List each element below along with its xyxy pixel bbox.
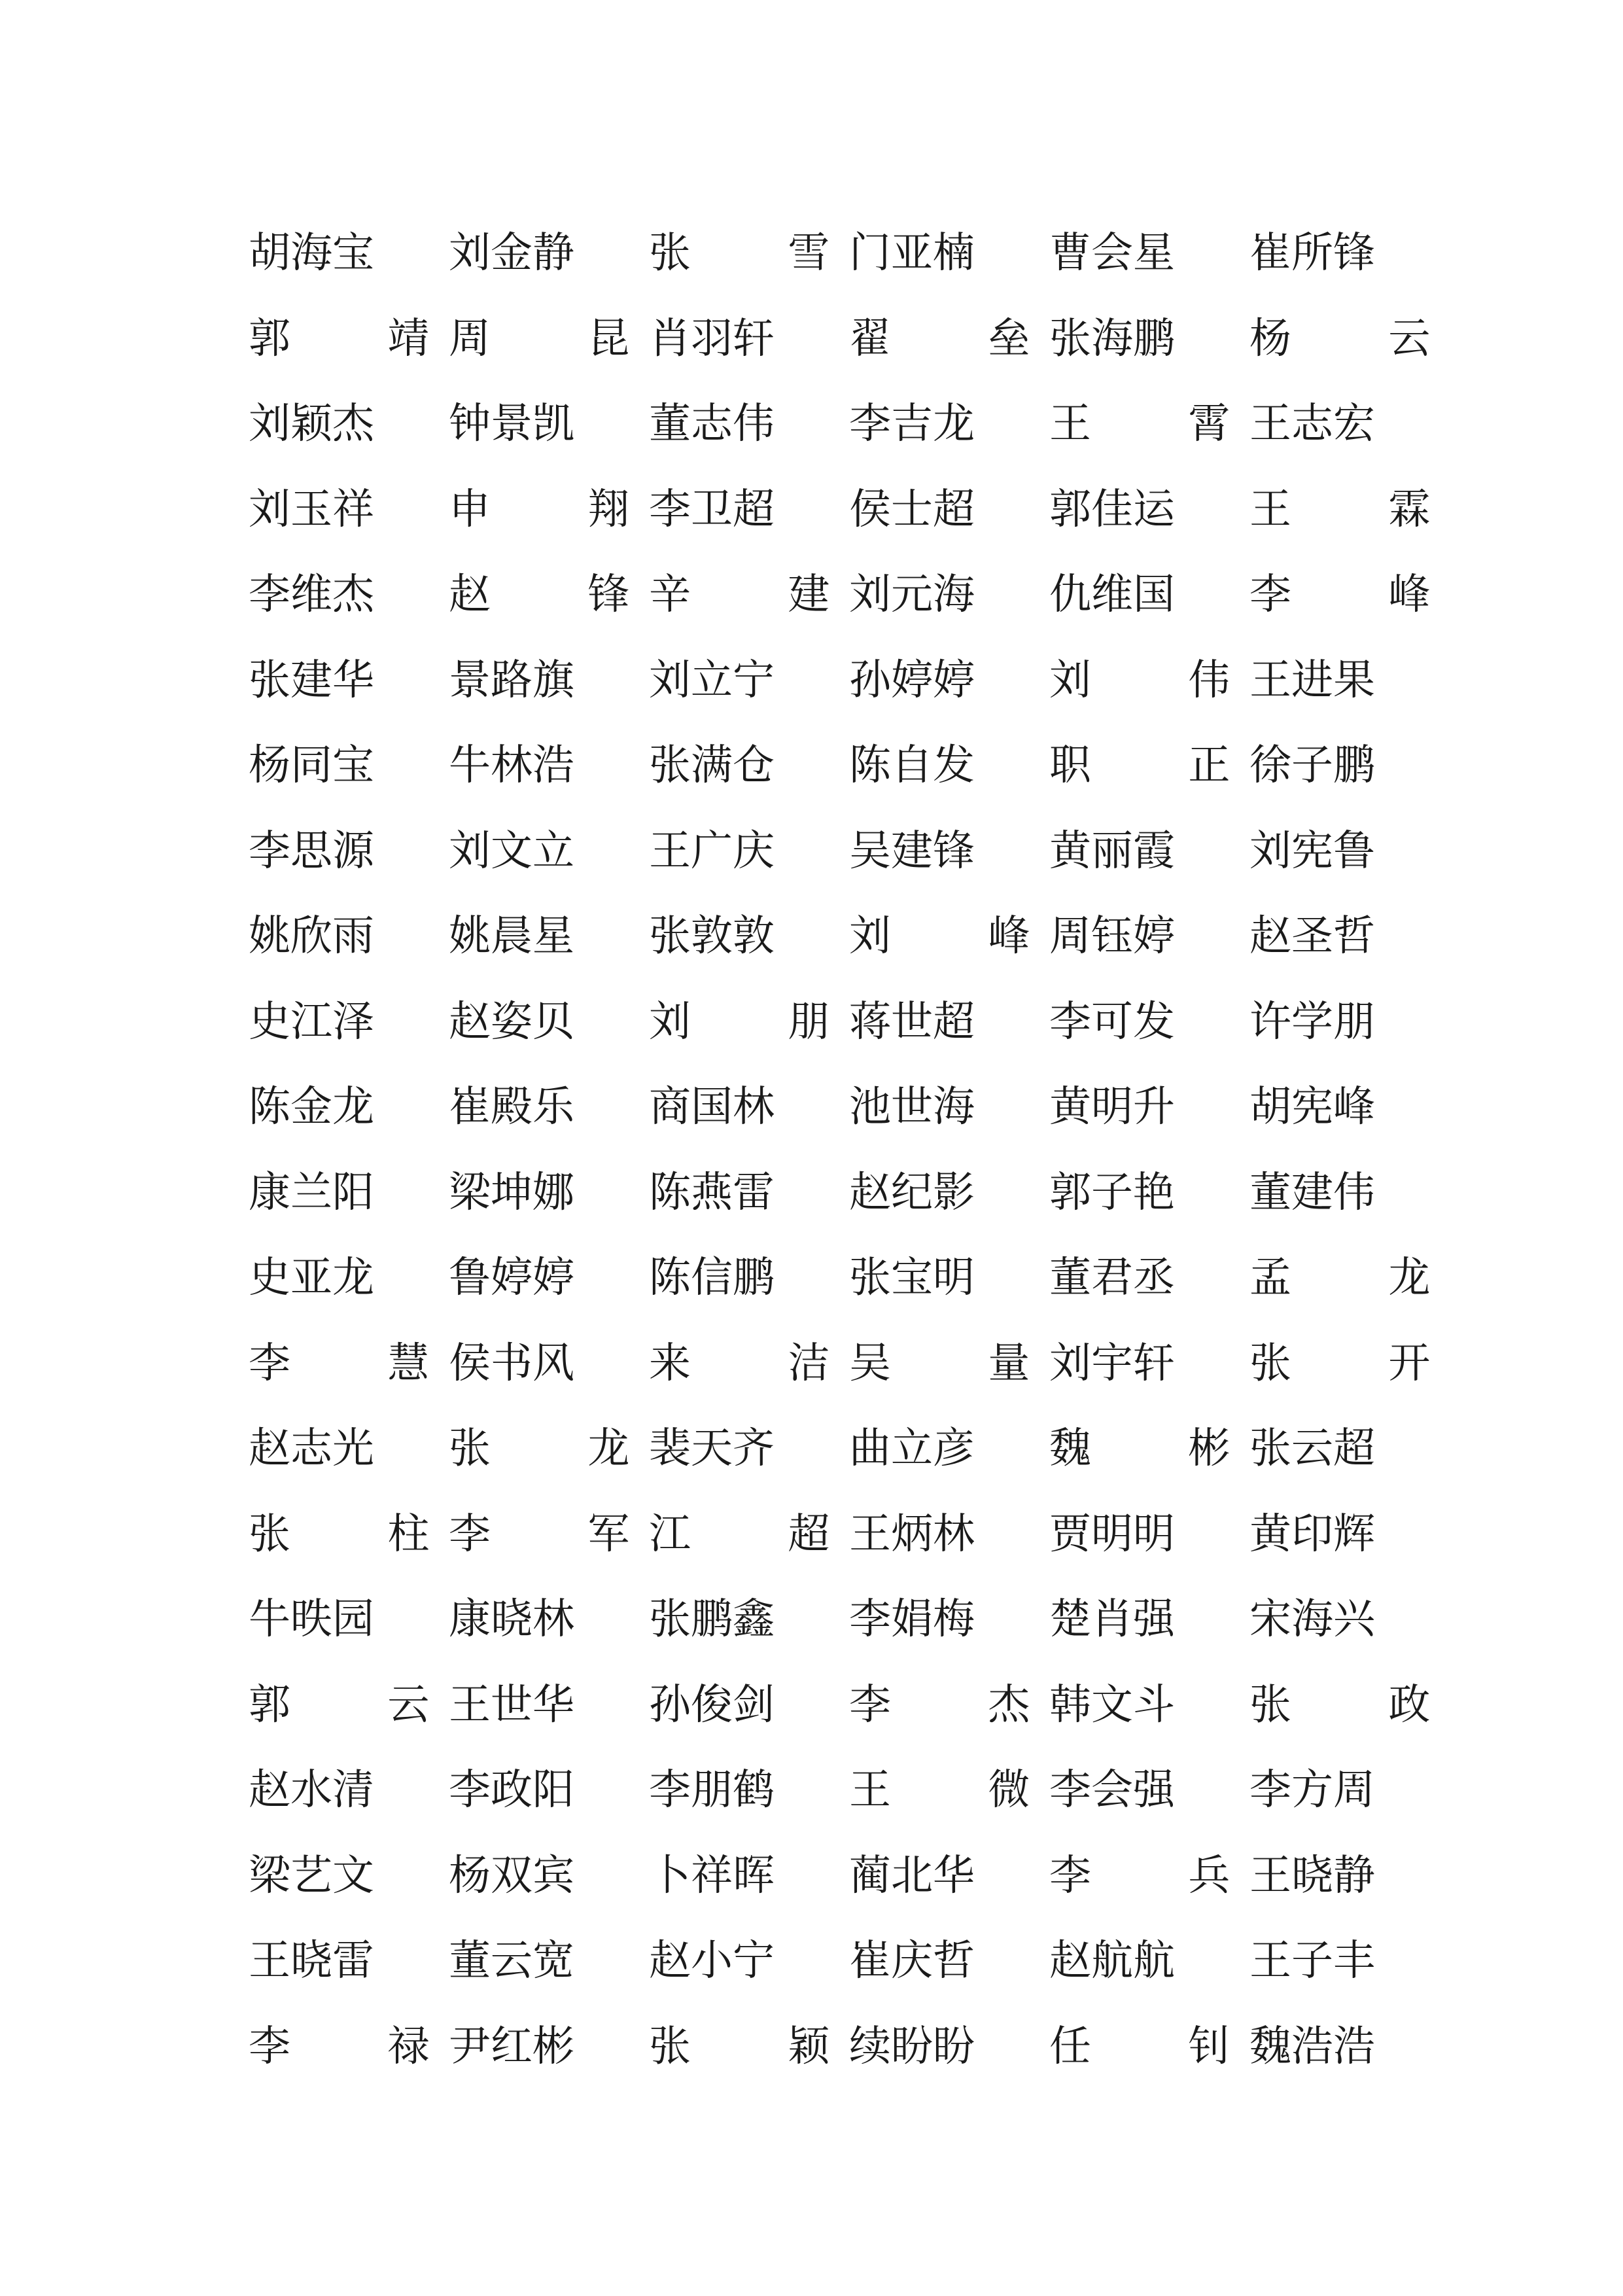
name-cell: 李 兵 <box>1049 1851 1230 1900</box>
name-cell: 王子丰 <box>1249 1937 1375 1986</box>
name-cell: 胡宪峰 <box>1249 1083 1375 1132</box>
name-cell: 曹会星 <box>1049 229 1175 278</box>
name-cell: 蒋世超 <box>849 997 975 1046</box>
name-cell: 赵航航 <box>1049 1937 1175 1986</box>
name-cell: 张 开 <box>1249 1339 1431 1388</box>
name-cell: 刘金静 <box>449 229 574 278</box>
name-cell: 梁坤娜 <box>449 1168 574 1217</box>
name-row <box>249 1321 1431 1407</box>
name-cell: 李 慧 <box>249 1339 430 1388</box>
name-cell: 王 微 <box>849 1766 1030 1815</box>
name-row <box>249 1918 1387 2004</box>
name-cell: 刘宪鲁 <box>1249 826 1375 875</box>
name-cell: 刘元海 <box>849 571 975 620</box>
name-cell: 黄印辉 <box>1249 1510 1375 1559</box>
name-row <box>249 1150 1387 1236</box>
name-row <box>249 1748 1387 1833</box>
name-cell: 赵姿贝 <box>449 997 574 1046</box>
name-cell: 郭 靖 <box>249 314 430 363</box>
name-cell: 陈信鹏 <box>649 1254 775 1303</box>
name-row <box>249 211 1387 296</box>
name-cell: 赵纪影 <box>849 1168 975 1217</box>
name-cell: 董建伟 <box>1249 1168 1375 1217</box>
name-cell: 李吉龙 <box>849 400 975 449</box>
name-cell: 张宝明 <box>849 1254 975 1303</box>
name-cell: 职 正 <box>1049 741 1230 790</box>
name-cell: 赵 锋 <box>449 571 630 620</box>
name-cell: 刘 伟 <box>1049 656 1230 705</box>
name-cell: 许学朋 <box>1249 997 1375 1046</box>
name-cell: 刘颖杰 <box>249 400 374 449</box>
name-cell: 王志宏 <box>1249 400 1375 449</box>
name-cell: 张海鹏 <box>1049 314 1175 363</box>
name-cell: 江 超 <box>649 1510 830 1559</box>
name-cell: 梁艺文 <box>249 1851 374 1900</box>
name-cell: 刘玉祥 <box>249 485 374 534</box>
name-cell: 郭子艳 <box>1049 1168 1175 1217</box>
name-cell: 牛林浩 <box>449 741 574 790</box>
name-cell: 康兰阳 <box>249 1168 374 1217</box>
name-cell: 蔺北华 <box>849 1851 975 1900</box>
name-cell: 郭 云 <box>249 1680 430 1729</box>
name-cell: 王世华 <box>449 1680 574 1729</box>
name-cell: 董君丞 <box>1049 1254 1175 1303</box>
name-cell: 卜祥晖 <box>649 1851 775 1900</box>
name-cell: 李 禄 <box>249 2022 430 2071</box>
name-cell: 张敦敦 <box>649 912 775 961</box>
name-cell: 商国林 <box>649 1083 775 1132</box>
name-row <box>249 1833 1387 1919</box>
name-cell: 王晓雷 <box>249 1937 374 1986</box>
name-cell: 李朋鹤 <box>649 1766 775 1815</box>
name-row <box>249 809 1387 894</box>
name-cell: 康晓林 <box>449 1595 574 1644</box>
name-row <box>249 1065 1387 1150</box>
name-cell: 张 政 <box>1249 1680 1431 1729</box>
name-cell: 刘立宁 <box>649 656 775 705</box>
name-cell: 李维杰 <box>249 571 374 620</box>
name-cell: 任 钊 <box>1049 2022 1230 2071</box>
name-cell: 杨 云 <box>1249 314 1431 363</box>
name-cell: 侯书风 <box>449 1339 574 1388</box>
name-cell: 史亚龙 <box>249 1254 374 1303</box>
name-cell: 杨双宾 <box>449 1851 574 1900</box>
name-cell: 崔庆哲 <box>849 1937 975 1986</box>
name-cell: 王广庆 <box>649 826 775 875</box>
name-cell: 孙婷婷 <box>849 656 975 705</box>
name-cell: 续盼盼 <box>849 2022 975 2071</box>
name-cell: 黄丽霞 <box>1049 826 1175 875</box>
name-cell: 刘 峰 <box>849 912 1030 961</box>
name-cell: 郭佳运 <box>1049 485 1175 534</box>
name-cell: 宋海兴 <box>1249 1595 1375 1644</box>
name-cell: 黄明升 <box>1049 1083 1175 1132</box>
name-cell: 李娟梅 <box>849 1595 975 1644</box>
name-row <box>249 1577 1387 1663</box>
name-cell: 陈燕雷 <box>649 1168 775 1217</box>
name-cell: 贾明明 <box>1049 1510 1175 1559</box>
name-cell: 陈金龙 <box>249 1083 374 1132</box>
name-cell: 来 洁 <box>649 1339 830 1388</box>
name-cell: 杨同宝 <box>249 741 374 790</box>
name-row <box>249 381 1387 467</box>
name-cell: 史江泽 <box>249 997 374 1046</box>
name-cell: 王晓静 <box>1249 1851 1375 1900</box>
name-cell: 牛昳园 <box>249 1595 374 1644</box>
name-cell: 张建华 <box>249 656 374 705</box>
name-cell: 吴 量 <box>849 1339 1030 1388</box>
name-row <box>249 296 1431 382</box>
name-cell: 李思源 <box>249 826 374 875</box>
name-cell: 裴天齐 <box>649 1424 775 1474</box>
name-row <box>249 1663 1431 1748</box>
name-list-grid <box>249 211 1431 2089</box>
name-cell: 门亚楠 <box>849 229 975 278</box>
name-cell: 李政阳 <box>449 1766 574 1815</box>
name-cell: 王 霄 <box>1049 400 1230 449</box>
name-cell: 李 杰 <box>849 1680 1030 1729</box>
name-cell: 尹红彬 <box>449 2022 574 2071</box>
name-cell: 楚肖强 <box>1049 1595 1175 1644</box>
name-cell: 周 昆 <box>449 314 630 363</box>
name-cell: 刘宇轩 <box>1049 1339 1175 1388</box>
name-row <box>249 467 1431 553</box>
name-cell: 姚欣雨 <box>249 912 374 961</box>
name-cell: 张 雪 <box>649 229 830 278</box>
name-cell: 韩文斗 <box>1049 1680 1175 1729</box>
name-cell: 刘 朋 <box>649 997 830 1046</box>
name-row <box>249 1492 1387 1578</box>
name-cell: 张 柱 <box>249 1510 430 1559</box>
name-cell: 崔所锋 <box>1249 229 1375 278</box>
name-cell: 周钰婷 <box>1049 912 1175 961</box>
name-cell: 李卫超 <box>649 485 775 534</box>
name-cell: 吴建锋 <box>849 826 975 875</box>
name-cell: 董志伟 <box>649 400 775 449</box>
name-cell: 钟景凯 <box>449 400 574 449</box>
name-row <box>249 894 1387 980</box>
name-cell: 张鹏鑫 <box>649 1595 775 1644</box>
name-cell: 王炳林 <box>849 1510 975 1559</box>
name-cell: 曲立彦 <box>849 1424 975 1474</box>
name-cell: 景路旗 <box>449 656 574 705</box>
name-cell: 侯士超 <box>849 485 975 534</box>
name-cell: 赵圣哲 <box>1249 912 1375 961</box>
name-row <box>249 638 1387 724</box>
name-cell: 魏 彬 <box>1049 1424 1230 1474</box>
name-cell: 孟 龙 <box>1249 1254 1431 1303</box>
name-cell: 李 军 <box>449 1510 630 1559</box>
name-cell: 赵水清 <box>249 1766 374 1815</box>
name-row <box>249 2004 1387 2090</box>
name-cell: 魏浩浩 <box>1249 2022 1375 2071</box>
name-cell: 池世海 <box>849 1083 975 1132</box>
name-cell: 张 颖 <box>649 2022 830 2071</box>
name-row <box>249 1235 1431 1321</box>
name-cell: 孙俊剑 <box>649 1680 775 1729</box>
name-cell: 胡海宝 <box>249 229 374 278</box>
name-cell: 张 龙 <box>449 1424 630 1474</box>
name-cell: 刘文立 <box>449 826 574 875</box>
name-row <box>249 723 1387 809</box>
name-cell: 王 霖 <box>1249 485 1431 534</box>
name-cell: 崔殿乐 <box>449 1083 574 1132</box>
name-row <box>249 552 1431 638</box>
name-cell: 李 峰 <box>1249 571 1431 620</box>
name-cell: 鲁婷婷 <box>449 1254 574 1303</box>
name-cell: 李方周 <box>1249 1766 1375 1815</box>
name-cell: 张满仓 <box>649 741 775 790</box>
name-cell: 张云超 <box>1249 1424 1375 1474</box>
name-row <box>249 1406 1387 1492</box>
name-cell: 申 翔 <box>449 485 630 534</box>
name-cell: 仇维国 <box>1049 571 1175 620</box>
name-cell: 姚晨星 <box>449 912 574 961</box>
name-cell: 李会强 <box>1049 1766 1175 1815</box>
name-cell: 赵志光 <box>249 1424 374 1474</box>
name-cell: 赵小宁 <box>649 1937 775 1986</box>
name-cell: 董云宽 <box>449 1937 574 1986</box>
name-cell: 肖羽轩 <box>649 314 775 363</box>
name-cell: 辛 建 <box>649 571 830 620</box>
name-cell: 陈自发 <box>849 741 975 790</box>
name-cell: 翟 垒 <box>849 314 1030 363</box>
name-cell: 王进果 <box>1249 656 1375 705</box>
name-cell: 徐子鹏 <box>1249 741 1375 790</box>
name-cell: 李可发 <box>1049 997 1175 1046</box>
name-row <box>249 980 1387 1065</box>
